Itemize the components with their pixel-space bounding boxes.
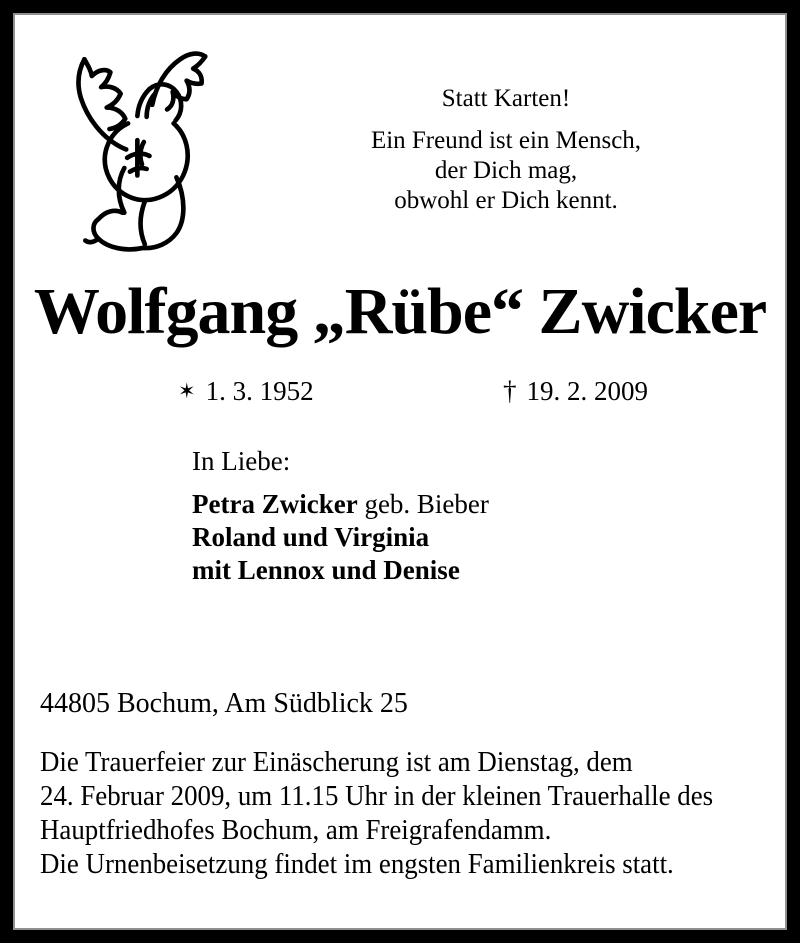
deceased-name: Wolfgang „Rübe“ Zwicker xyxy=(33,275,767,348)
home-address: 44805 Bochum, Am Südblick 25 xyxy=(40,688,408,719)
poem-line: der Dich mag, xyxy=(434,157,578,184)
death-date-value: 19. 2. 2009 xyxy=(526,376,648,406)
funeral-info-line: Die Urnenbeisetzung findet im engsten Familienkreis statt. xyxy=(40,849,674,880)
mourner-line xyxy=(192,554,489,587)
birth-star-icon: ✶ xyxy=(178,379,196,403)
birth-date-value: 1. 3. 1952 xyxy=(205,376,314,406)
death-date xyxy=(503,376,648,406)
mourners-block xyxy=(192,446,489,587)
funeral-info-line: Die Trauerfeier zur Einäscherung ist am Dienstag, dem xyxy=(40,747,633,778)
mourner-line xyxy=(192,488,489,521)
funeral-info-line: 24. Februar 2009, um 11.15 Uhr in der kleinen Trauerhalle des xyxy=(40,781,714,812)
mourner-name-suffix: geb. Bieber xyxy=(357,489,489,519)
funeral-info-line: Hauptfriedhofes Bochum, am Freigrafendamm. xyxy=(40,815,552,846)
poem-line: Ein Freund ist ein Mensch, xyxy=(370,127,642,154)
death-cross-icon: † xyxy=(503,376,517,406)
statt-karten-note: Statt Karten! xyxy=(441,85,571,112)
funeral-info xyxy=(40,746,713,882)
mourner-line xyxy=(192,521,489,554)
mourner-name: mit Lennox und Denise xyxy=(192,555,460,585)
mourner-name: Roland und Virginia xyxy=(192,522,430,552)
condolence-poem xyxy=(330,126,682,216)
mourners-intro: In Liebe: xyxy=(192,446,291,476)
header-block xyxy=(330,84,682,216)
birth-date xyxy=(178,376,314,406)
mourner-name: Petra Zwicker xyxy=(192,489,358,519)
mourners-names xyxy=(192,488,489,587)
angel-svg xyxy=(50,22,208,262)
praying-angel-icon xyxy=(50,22,208,262)
poem-line: obwohl er Dich kennt. xyxy=(394,187,618,214)
